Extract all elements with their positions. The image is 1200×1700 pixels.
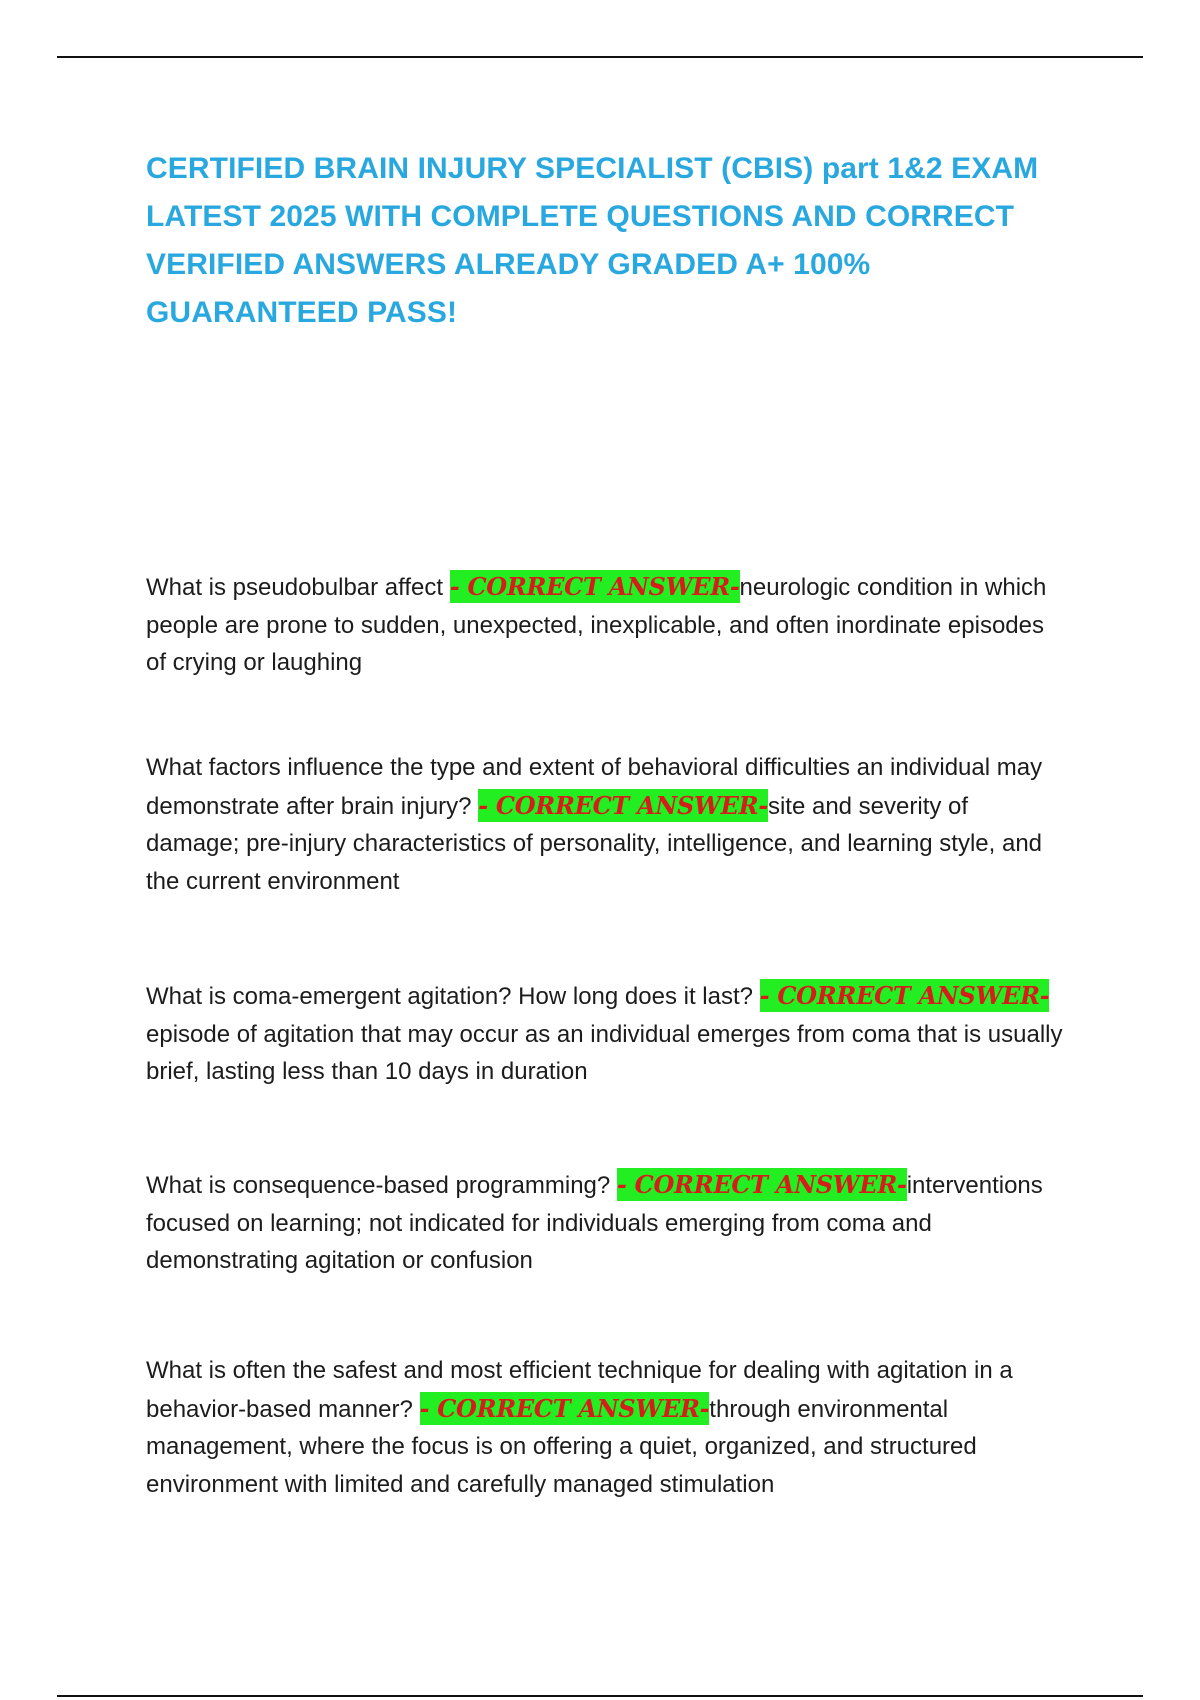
answer-text: site and severity of damage; pre-injury characteristics of personality, intelligence, and learning style, and the current environment [146,792,1043,895]
top-rule [57,56,1143,58]
qa-item [146,749,1066,900]
question-text: What is coma-emergent agitation? How long does it last? [146,983,753,1010]
qa-item [146,1352,1066,1503]
answer-text: neurologic condition in which people are prone to sudden, unexpected, inexplicable, and often inordinate episodes of crying or laughing [146,574,1047,676]
question-text: What factors influence the type and extent of behavioral difficulties an individual may demonstrate after brain injury? [146,754,1043,820]
question-text: What is often the safest and most efficient technique for dealing with agitation in a behavior-based manner? [146,1357,1013,1423]
document-title: CERTIFIED BRAIN INJURY SPECIALIST (CBIS) part 1&2 EXAM LATEST 2025 WITH COMPLETE QUESTIONS AND CORRECT VERIFIED ANSWERS ALREADY GRADED A+ 100% GUARANTEED PASS! [146,152,1039,329]
correct-answer-marker: - CORRECT ANSWER- [449,572,740,601]
correct-answer-marker: - CORRECT ANSWER- [616,1170,907,1199]
qa-item [146,1166,1066,1280]
answer-text: interventions focused on learning; not indicated for individuals emerging from coma and demonstrating agitation or confusion [146,1172,1043,1274]
answer-text: through environmental management, where the focus is on offering a quiet, organized, and structured environment with limited and carefully managed stimulation [146,1395,977,1498]
correct-answer-marker: - CORRECT ANSWER- [419,1393,710,1423]
correct-answer-marker: - CORRECT ANSWER- [759,981,1050,1010]
correct-answer-marker: - CORRECT ANSWER- [478,790,768,820]
bottom-rule [57,1695,1143,1697]
question-text: What is consequence-based programming? [146,1172,611,1199]
answer-text: episode of agitation that may occur as an individual emerges from coma that is usually brief, lasting less than 10 days in duration [146,1020,1063,1085]
qa-item [146,977,1066,1091]
qa-item [146,568,1066,682]
question-text: What is pseudobulbar affect [146,574,444,601]
